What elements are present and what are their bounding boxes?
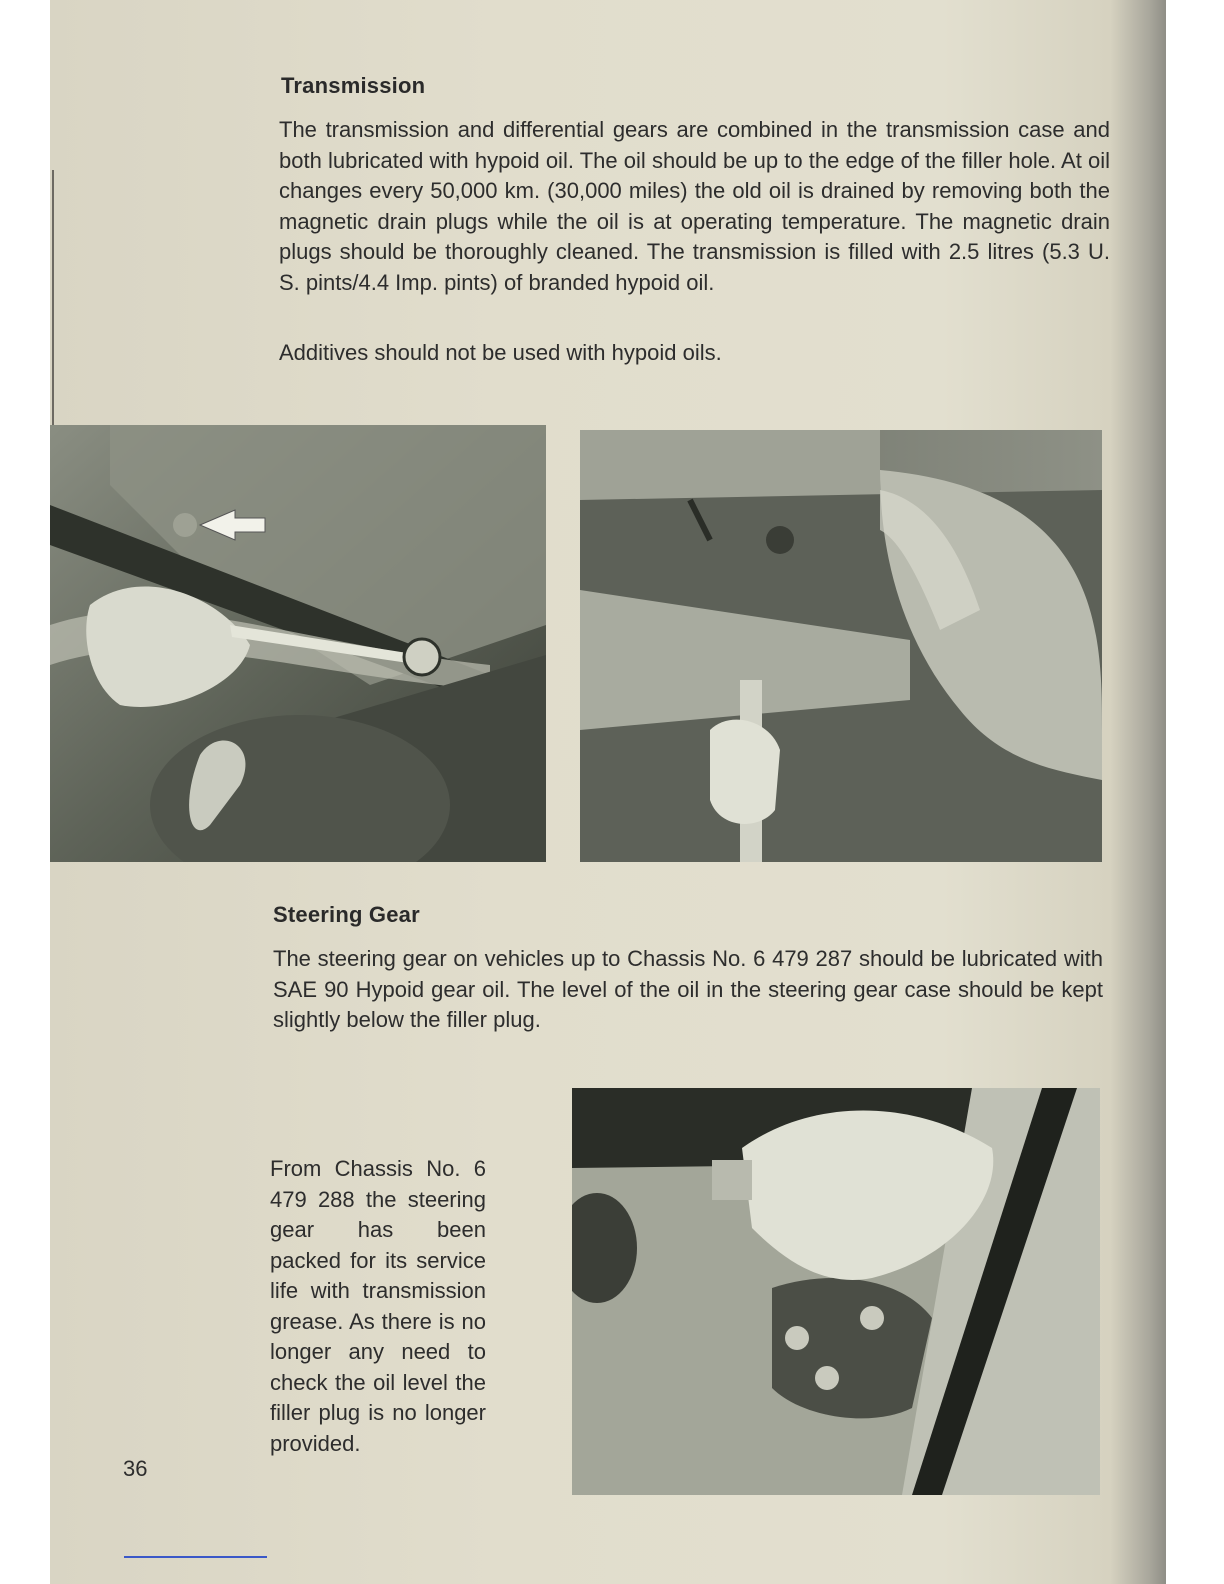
- transmission-drain-plug-photo: [50, 425, 546, 862]
- transmission-filler-photo: [580, 430, 1102, 862]
- transmission-paragraph: The transmission and differential gears are combined in the transmission case and both lubricated with hypoid oil. The oil should be up to the edge of the filler hole. At oil changes every 50,000 km. (30,000 miles) the old oil is drained by removing both the magnetic drain plugs while the oil is at operating temperature. The magnetic drain plugs should be thoroughly cleaned. The transmission is filled with 2.5 litres (5.3 U. S. pints/4.4 Imp. pints) of branded hypoid oil.: [279, 117, 1110, 295]
- bottom-link-line: [124, 1556, 267, 1558]
- steering-paragraph: The steering gear on vehicles up to Chassis No. 6 479 287 should be lubricated with SAE 90 Hypoid gear oil. The level of the oil in the steering gear case should be kept slightly below the filler plug.: [273, 946, 1103, 1032]
- left-edge-rule: [52, 170, 54, 440]
- transmission-heading: Transmission: [281, 73, 426, 98]
- additives-note: Additives should not be used with hypoid oils.: [279, 340, 722, 365]
- steering-gear-photo: [572, 1088, 1100, 1495]
- page-number: 36: [123, 1456, 148, 1481]
- steering-side-note: From Chassis No. 6 479 288 the steering gear has been packed for its service life with transmission grease. As there is no longer any need to check the oil level the filler plug is no longer provided.: [270, 1156, 486, 1456]
- steering-heading: Steering Gear: [273, 902, 420, 927]
